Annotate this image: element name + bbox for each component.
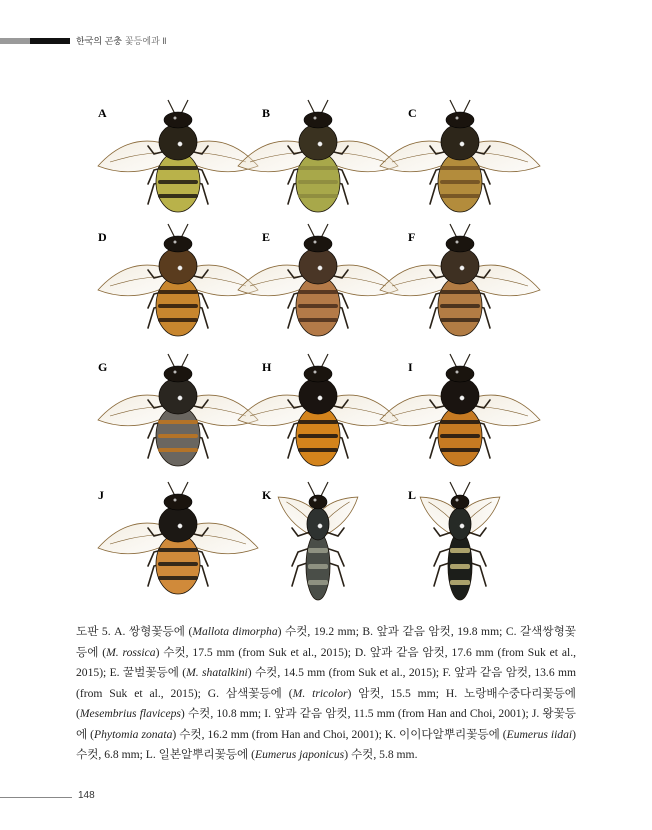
- specimen-label: A: [98, 106, 107, 120]
- thorax: [449, 508, 471, 540]
- abdomen-band: [450, 564, 470, 569]
- caption-text: ) 수컷, 10.8 mm; I. 앞과 같음 암컷, 11.5 mm (from Han and Choi, 2001); J. 왕꽃등에 (: [76, 707, 577, 741]
- thorax: [441, 378, 479, 414]
- antenna: [308, 224, 315, 238]
- abdomen-band: [298, 180, 338, 184]
- antenna: [321, 354, 328, 368]
- eye-highlight: [174, 241, 177, 244]
- specimen-J: [98, 482, 258, 594]
- eye-highlight: [314, 371, 317, 374]
- abdomen-band: [440, 304, 480, 308]
- pin-icon: [318, 142, 322, 146]
- head: [309, 495, 327, 509]
- abdomen-band: [158, 194, 198, 198]
- abdomen-band: [440, 420, 480, 424]
- caption-text: ) 수컷, 6.8 mm; L. 일본알뿌리꽃등에 (: [76, 727, 576, 761]
- abdomen-band: [450, 580, 470, 585]
- head: [451, 495, 469, 509]
- antenna: [321, 100, 328, 114]
- specimen-G: [98, 354, 258, 466]
- caption-text: 도판 5. A. 쌍형꽃등에 (: [76, 625, 193, 638]
- pin-icon: [318, 266, 322, 270]
- thorax: [159, 378, 197, 414]
- abdomen-band: [298, 318, 338, 322]
- head: [304, 112, 332, 128]
- specimen-L: [418, 482, 502, 600]
- abdomen-band: [158, 420, 198, 424]
- species-name: Eumerus iidai: [506, 727, 573, 741]
- abdomen-band: [298, 166, 338, 170]
- antenna: [168, 354, 175, 368]
- thorax: [159, 506, 197, 542]
- pin-icon: [178, 142, 182, 146]
- head: [164, 494, 192, 510]
- head: [164, 236, 192, 252]
- head: [446, 236, 474, 252]
- abdomen-band: [298, 448, 338, 452]
- book-subtitle: 꽃등에과 Ⅱ: [124, 36, 167, 46]
- thorax: [159, 124, 197, 160]
- thorax: [441, 124, 479, 160]
- abdomen-band: [440, 290, 480, 294]
- thorax: [441, 248, 479, 284]
- antenna: [463, 482, 470, 496]
- specimen-label: I: [408, 360, 413, 374]
- antenna: [321, 482, 328, 496]
- head: [164, 366, 192, 382]
- antenna: [181, 224, 188, 238]
- abdomen-band: [440, 166, 480, 170]
- caption-text: ) 수컷, 17.5 mm (from Suk et al., 2015); D. 앞과 같음 암컷, 17.6 mm (from Suk et al., 2015); E. 꿀벌꽃등에 (: [76, 645, 576, 679]
- thorax: [159, 248, 197, 284]
- specimen-label: J: [98, 488, 104, 502]
- thorax: [299, 124, 337, 160]
- head: [164, 112, 192, 128]
- eye-highlight: [456, 371, 459, 374]
- eye-highlight: [456, 241, 459, 244]
- pin-icon: [460, 266, 464, 270]
- specimen-label: D: [98, 230, 107, 244]
- antenna: [168, 482, 175, 496]
- specimen-label: G: [98, 360, 108, 374]
- pin-icon: [460, 524, 464, 528]
- antenna: [463, 100, 470, 114]
- species-name: Mallota dimorpha: [192, 625, 278, 638]
- species-name: M. rossica: [106, 645, 156, 659]
- eye-highlight: [456, 117, 459, 120]
- head: [446, 112, 474, 128]
- specimen-label: B: [262, 106, 271, 120]
- specimen-F: [380, 224, 540, 336]
- pin-icon: [318, 524, 322, 528]
- abdomen-band: [450, 548, 470, 553]
- antenna: [450, 354, 457, 368]
- abdomen-band: [158, 434, 198, 438]
- eye-highlight: [314, 241, 317, 244]
- specimen-label: C: [408, 106, 417, 120]
- pin-icon: [178, 524, 182, 528]
- abdomen-band: [440, 434, 480, 438]
- specimen-label: H: [262, 360, 272, 374]
- pin-icon: [318, 396, 322, 400]
- antenna: [181, 482, 188, 496]
- antenna: [308, 354, 315, 368]
- caption-text: ) 수컷, 14.5 mm (from Suk et al., 2015); F. 앞과 같음 암컷, 13.6 mm (from Suk et al., 2015); G. 삼색꽃등에 (: [76, 666, 577, 700]
- head: [304, 236, 332, 252]
- abdomen-band: [158, 562, 198, 566]
- specimen-label: E: [262, 230, 271, 244]
- abdomen-band: [298, 434, 338, 438]
- species-name: M. shatalkini: [186, 666, 248, 679]
- specimen-A: [98, 100, 258, 212]
- abdomen-band: [158, 548, 198, 552]
- abdomen-band: [308, 564, 328, 569]
- abdomen-band: [440, 318, 480, 322]
- species-name: M. tricolor: [292, 686, 348, 700]
- antenna: [181, 100, 188, 114]
- specimen-D: [98, 224, 258, 336]
- caption-text: ) 암컷, 15.5 mm; H. 노랑배수중다리꽃등에 (: [76, 686, 576, 720]
- antenna: [168, 224, 175, 238]
- footer-rule: [0, 797, 72, 798]
- abdomen-band: [308, 548, 328, 553]
- eye-highlight: [314, 117, 317, 120]
- specimen-I: [380, 354, 540, 466]
- antenna: [463, 354, 470, 368]
- abdomen-band: [298, 290, 338, 294]
- species-name: Eumerus japonicus: [254, 748, 345, 761]
- antenna: [463, 224, 470, 238]
- pin-icon: [460, 142, 464, 146]
- antenna: [308, 482, 315, 496]
- caption-text: ) 수컷, 5.8 mm.: [344, 748, 418, 761]
- abdomen-band: [158, 304, 198, 308]
- abdomen-band: [158, 166, 198, 170]
- antenna: [450, 100, 457, 114]
- pin-icon: [178, 396, 182, 400]
- antenna: [181, 354, 188, 368]
- abdomen-band: [440, 448, 480, 452]
- caption-text: ) 수컷, 19.2 mm; B. 앞과 같음 암컷, 19.8 mm; C. 갈색쌍형꽃등에 (: [76, 625, 576, 659]
- specimen-label: L: [408, 488, 417, 502]
- antenna: [321, 224, 328, 238]
- abdomen-band: [158, 576, 198, 580]
- specimen-label: F: [408, 230, 416, 244]
- eye-highlight: [456, 499, 459, 502]
- abdomen-band: [298, 420, 338, 424]
- plate-caption: [76, 622, 576, 766]
- book-title: 한국의 곤충: [76, 36, 122, 46]
- head: [446, 366, 474, 382]
- species-name: Mesembrius flaviceps: [79, 707, 181, 720]
- eye-highlight: [314, 499, 317, 502]
- abdomen-band: [158, 290, 198, 294]
- abdomen-band: [308, 580, 328, 585]
- abdomen-band: [158, 318, 198, 322]
- species-name: Phytomia zonata: [94, 727, 173, 741]
- specimen-K: [276, 482, 360, 600]
- thorax: [307, 508, 329, 540]
- page-number: 148: [78, 790, 95, 801]
- abdomen-band: [440, 180, 480, 184]
- eye-highlight: [174, 117, 177, 120]
- specimen-label: K: [262, 488, 272, 502]
- pin-icon: [460, 396, 464, 400]
- eye-highlight: [174, 499, 177, 502]
- abdomen-band: [158, 180, 198, 184]
- eye-highlight: [174, 371, 177, 374]
- abdomen-band: [440, 194, 480, 198]
- abdomen-band: [158, 448, 198, 452]
- abdomen-band: [298, 194, 338, 198]
- antenna: [308, 100, 315, 114]
- abdomen-band: [298, 304, 338, 308]
- antenna: [450, 482, 457, 496]
- specimen-C: [380, 100, 540, 212]
- antenna: [450, 224, 457, 238]
- antenna: [168, 100, 175, 114]
- pin-icon: [178, 266, 182, 270]
- thorax: [299, 248, 337, 284]
- head: [304, 366, 332, 382]
- caption-text: ) 수컷, 16.2 mm (from Han and Choi, 2001); K. 이이다알뿌리꽃등에 (: [172, 727, 507, 741]
- thorax: [299, 378, 337, 414]
